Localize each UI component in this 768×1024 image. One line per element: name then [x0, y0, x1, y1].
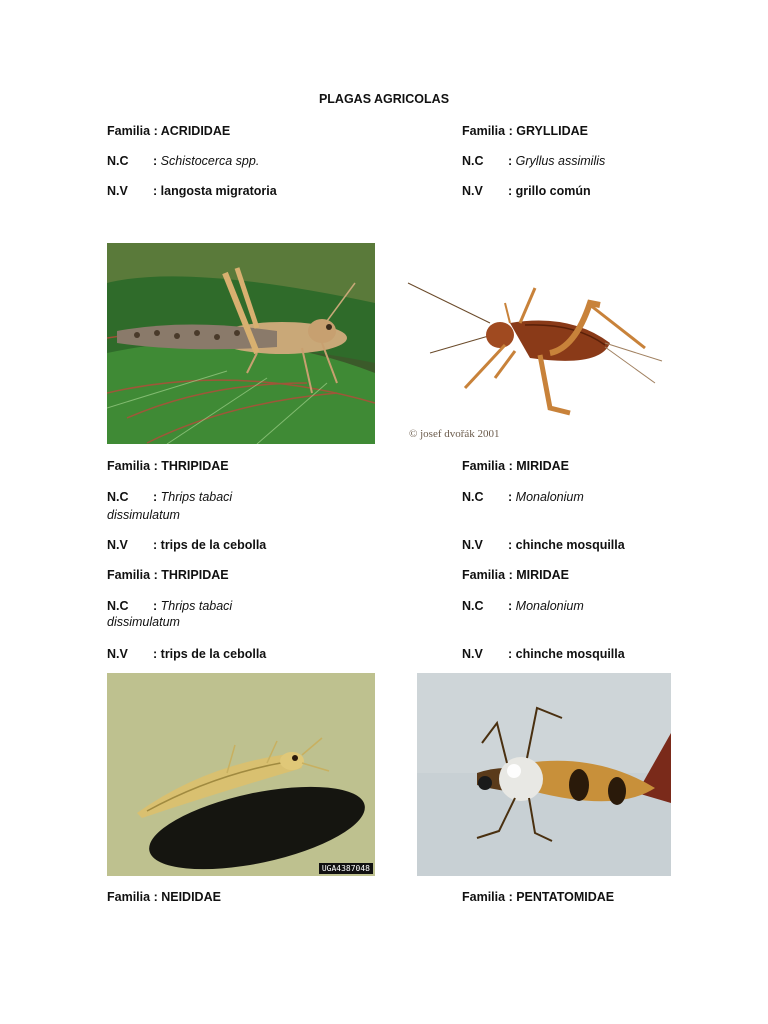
mosquito-bug-image: [417, 673, 671, 876]
nc-line: N.C : Schistocerca spp.: [107, 154, 260, 168]
familia-label: Familia: [462, 568, 506, 582]
familia-value: MIRIDAE: [516, 568, 569, 582]
nc-value: Gryllus assimilis: [515, 154, 606, 168]
familia-line: Familia : THRIPIDAE: [107, 459, 229, 473]
familia-value: PENTATOMIDAE: [516, 890, 615, 904]
familia-line: Familia : NEIDIDAE: [107, 890, 221, 904]
nc-line: N.C : Thrips tabaci: [107, 490, 233, 504]
familia-label: Familia: [462, 890, 506, 904]
nv-value: chinche mosquilla: [515, 647, 625, 661]
nv-value: langosta migratoria: [160, 184, 277, 198]
nc-label: N.C: [107, 599, 129, 613]
grasshopper-photo: [107, 243, 375, 444]
page-title: PLAGAS AGRICOLAS: [318, 92, 450, 106]
familia-value: THRIPIDAE: [161, 568, 229, 582]
nv-value: trips de la cebolla: [160, 538, 267, 552]
familia-value: NEIDIDAE: [161, 890, 221, 904]
familia-label: Familia: [107, 124, 151, 138]
nc-line: N.C : Gryllus assimilis: [462, 154, 606, 168]
nc-value: Thrips tabaci: [160, 599, 233, 613]
thrips-photo: [107, 673, 375, 876]
nv-line: N.V : trips de la cebolla: [107, 647, 267, 661]
nv-line: N.V : chinche mosquilla: [462, 538, 625, 552]
familia-label: Familia: [107, 459, 151, 473]
familia-value: GRYLLIDAE: [516, 124, 588, 138]
familia-value: MIRIDAE: [516, 459, 569, 473]
cricket-image: [400, 243, 668, 444]
familia-line: Familia : ACRIDIDAE: [107, 124, 231, 138]
familia-label: Familia: [107, 890, 151, 904]
nv-label: N.V: [107, 647, 128, 661]
nv-line: N.V : trips de la cebolla: [107, 538, 267, 552]
familia-line: Familia : THRIPIDAE: [107, 568, 229, 582]
nv-line: N.V : grillo común: [462, 184, 591, 198]
familia-value: ACRIDIDAE: [160, 124, 231, 138]
nv-label: N.V: [462, 184, 483, 198]
nc-value: Monalonium: [515, 490, 584, 504]
thrips-image: [107, 673, 375, 876]
familia-label: Familia: [462, 124, 506, 138]
photo-credit: © josef dvořák 2001: [409, 428, 500, 440]
familia-label: Familia: [107, 568, 151, 582]
nv-line: N.V : chinche mosquilla: [462, 647, 625, 661]
nc-line: N.C : Monalonium: [462, 490, 584, 504]
familia-label: Familia: [462, 459, 506, 473]
nv-value: grillo común: [515, 184, 591, 198]
nc-value: Schistocerca spp.: [160, 154, 260, 168]
familia-line: Familia : MIRIDAE: [462, 459, 569, 473]
familia-line: Familia : MIRIDAE: [462, 568, 569, 582]
nv-label: N.V: [107, 538, 128, 552]
nc-label: N.C: [462, 154, 484, 168]
cricket-photo: [400, 243, 668, 444]
nc-line: N.C : Thrips tabaci: [107, 599, 233, 613]
nv-value: trips de la cebolla: [160, 647, 267, 661]
nc-value: Thrips tabaci: [160, 490, 233, 504]
nv-label: N.V: [107, 184, 128, 198]
mosquito-bug-photo: [417, 673, 671, 876]
nc-label: N.C: [462, 490, 484, 504]
grasshopper-image: [107, 243, 375, 444]
nv-value: chinche mosquilla: [515, 538, 625, 552]
familia-line: Familia : PENTATOMIDAE: [462, 890, 615, 904]
nc-continuation: dissimulatum: [107, 615, 180, 629]
nv-line: N.V : langosta migratoria: [107, 184, 277, 198]
nv-label: N.V: [462, 538, 483, 552]
nc-label: N.C: [462, 599, 484, 613]
photo-tag: UGA4387048: [319, 863, 373, 874]
nc-line: N.C : Monalonium: [462, 599, 584, 613]
nc-value: Monalonium: [515, 599, 584, 613]
familia-value: THRIPIDAE: [161, 459, 229, 473]
nv-label: N.V: [462, 647, 483, 661]
familia-line: Familia : GRYLLIDAE: [462, 124, 588, 138]
nc-label: N.C: [107, 154, 129, 168]
nc-continuation: dissimulatum: [107, 508, 180, 522]
nc-label: N.C: [107, 490, 129, 504]
